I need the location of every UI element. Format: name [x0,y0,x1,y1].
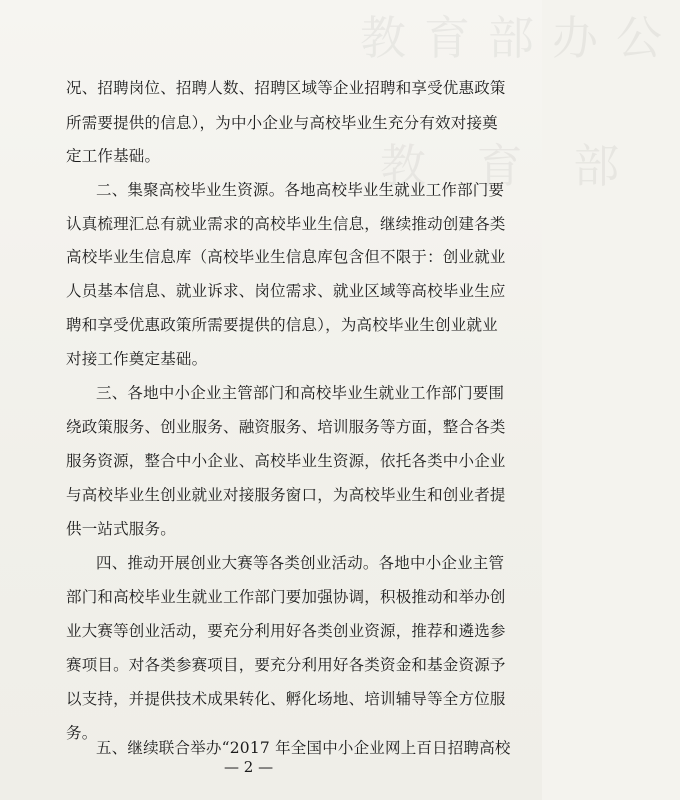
text-line: 高校毕业生信息库（高校毕业生信息库包含但不限于：创业就业 [66,248,506,266]
text-line: 定工作基础。 [66,147,161,165]
text-line: 对接工作奠定基础。 [66,350,208,368]
text-line: 赛项目。对各类参赛项目，要充分利用好各类资金和基金资源予 [66,656,506,674]
text-line: 三、各地中小企业主管部门和高校毕业生就业工作部门要围 [96,384,505,402]
text-line: 以支持，并提供技术成果转化、孵化场地、培训辅导等全方位服 [66,690,506,708]
text-line: 部门和高校毕业生就业工作部门要加强协调，积极推动和举办创 [66,588,506,606]
text-line: 业大赛等创业活动，要充分利用好各类创业资源，推荐和遴选参 [66,622,506,640]
text-line: 所需要提供的信息），为中小企业与高校毕业生充分有效对接奠 [66,114,498,132]
text-line: 务。 [66,724,98,742]
page-number: — 2 — [224,758,274,776]
text-line: 供一站式服务。 [66,520,176,538]
text-line: 况、招聘岗位、招聘人数、招聘区域等企业招聘和享受优惠政策 [66,79,506,97]
text-line: 认真梳理汇总有就业需求的高校毕业生信息，继续推动创建各类 [66,215,506,233]
show-through-text: 教育部办公 [360,11,680,65]
text-line: 与高校毕业生创业就业对接服务窗口，为高校毕业生和创业者提 [66,486,506,504]
text-line: 二、集聚高校毕业生资源。各地高校毕业生就业工作部门要 [96,181,505,199]
text-line: 聘和享受优惠政策所需要提供的信息），为高校毕业生创业就业 [66,316,498,334]
text-line: 绕政策服务、创业服务、融资服务、培训服务等方面，整合各类 [66,418,506,436]
text-line: 四、推动开展创业大赛等各类创业活动。各地中小企业主管 [96,554,505,572]
text-line: 服务资源，整合中小企业、高校毕业生资源，依托各类中小企业 [66,452,506,470]
text-line: 人员基本信息、就业诉求、岗位需求、就业区域等高校毕业生应 [66,282,506,300]
text-line: 五、继续联合举办“2017 年全国中小企业网上百日招聘高校 [96,739,511,757]
show-through-text: 教 育 部 [380,139,638,193]
